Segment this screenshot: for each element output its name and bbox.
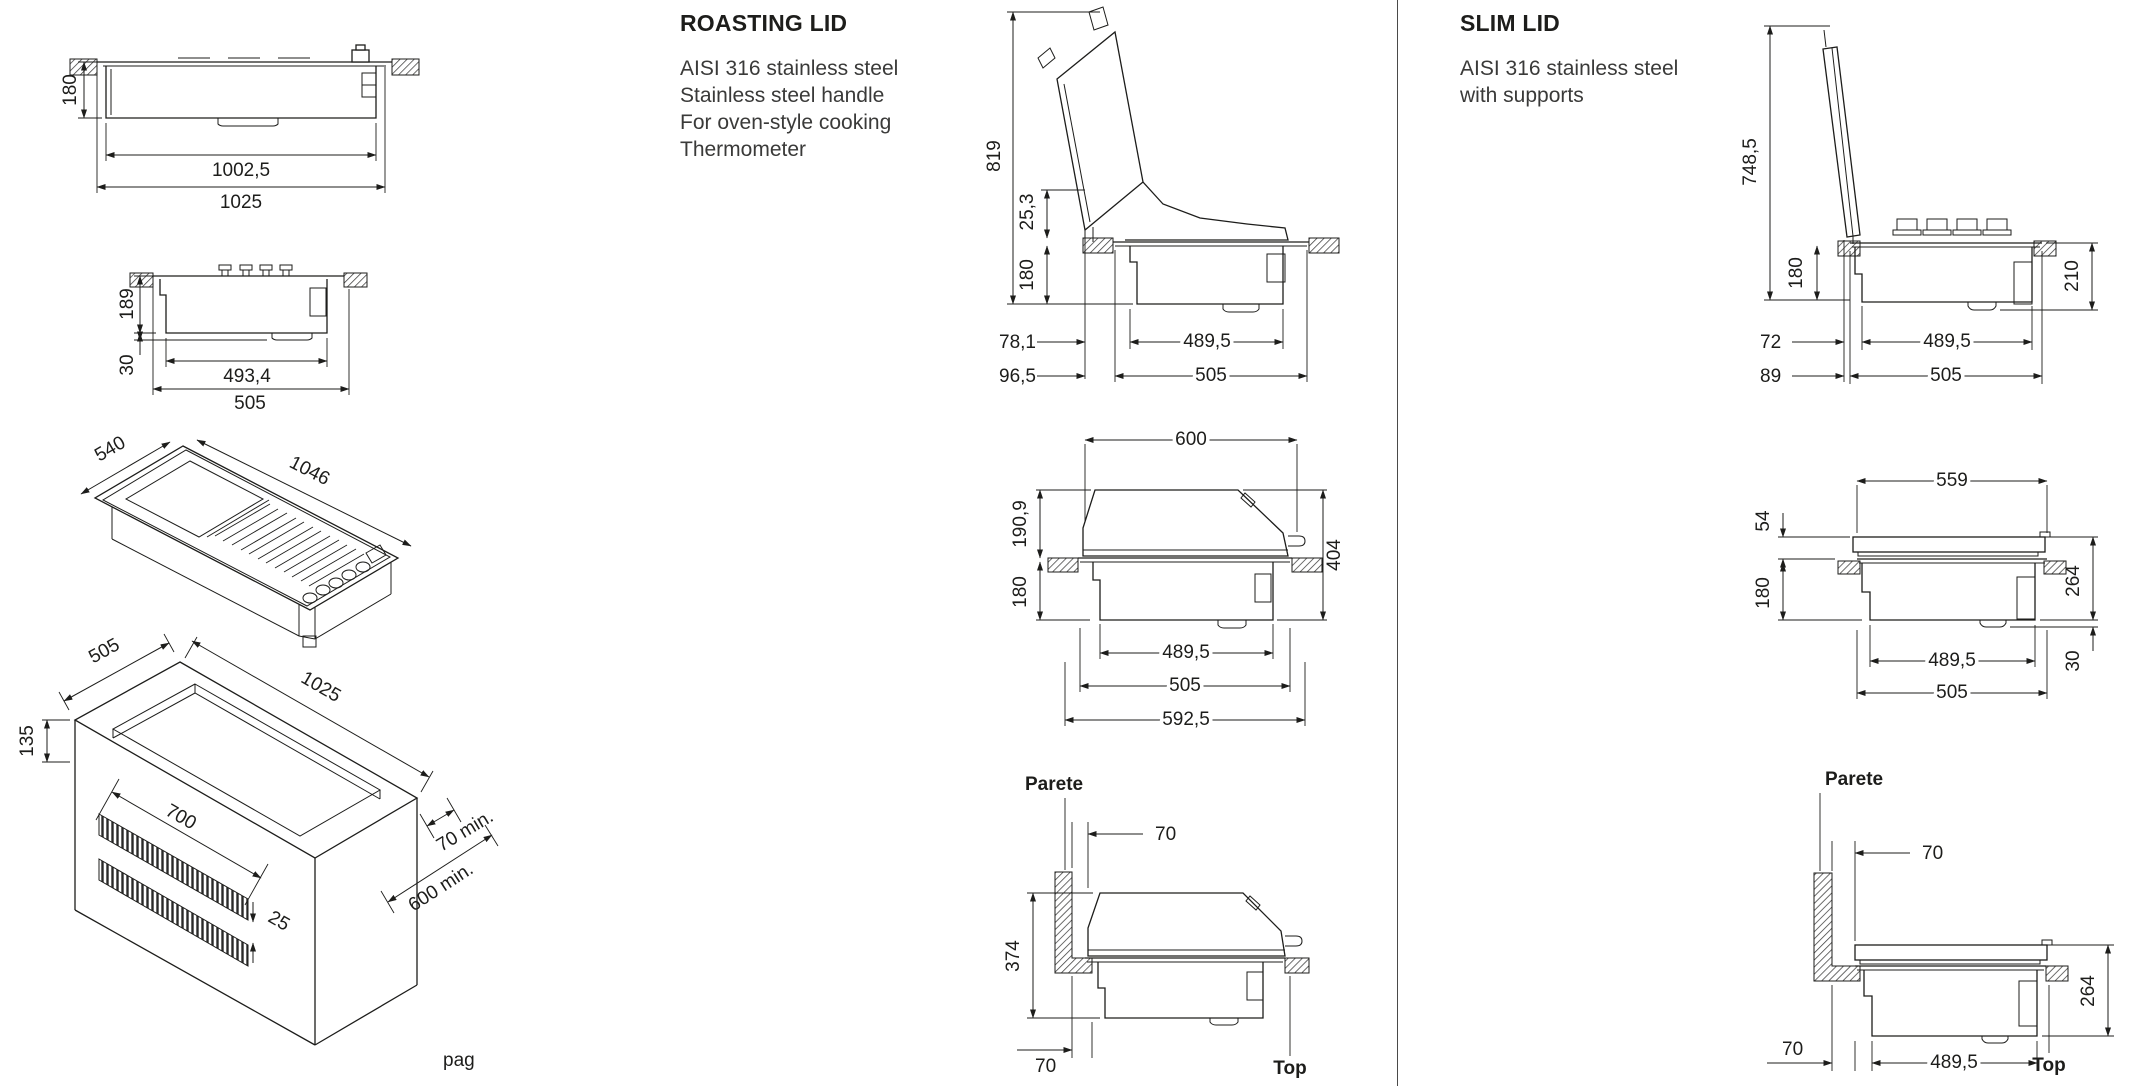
dim-label: 180	[60, 74, 82, 106]
wall-label: Parete	[1825, 769, 1884, 790]
drawing-side-view-long	[58, 33, 430, 213]
dim-label: 489,5	[1183, 331, 1231, 353]
section-title: ROASTING LID	[680, 10, 848, 36]
dim-label: 78,1	[999, 332, 1036, 353]
dim-label: 592,5	[1162, 709, 1210, 731]
dim-label: 180	[1753, 577, 1774, 609]
dim-label: 700	[161, 800, 200, 835]
dim-label: 1025	[297, 667, 345, 707]
dim-label: 70	[1782, 1039, 1804, 1060]
feature-line: For oven-style cooking	[680, 111, 892, 134]
dim-label: 505	[1930, 365, 1962, 387]
dim-label: 180	[1010, 576, 1031, 608]
section-title: SLIM LID	[1460, 10, 1560, 36]
dim-label: 30	[117, 354, 139, 376]
page-ref-label: pag	[443, 1050, 475, 1071]
dim-label: 505	[234, 393, 266, 414]
dim-label: 70 min.	[433, 806, 498, 857]
dim-label: 600 min.	[404, 858, 478, 917]
drawing-cabinet-cutout	[17, 630, 504, 1071]
dim-label: 489,5	[1923, 331, 1971, 353]
dim-label: 374	[1003, 940, 1024, 972]
dim-label: 505	[1936, 682, 1968, 704]
dim-label: 89	[1760, 366, 1782, 387]
dim-label: 489,5	[1930, 1052, 1978, 1074]
dim-label: 600	[1175, 429, 1207, 451]
top-label: Top	[1273, 1058, 1307, 1079]
drawing-roasting-lid-closed	[1005, 428, 1357, 750]
drawing-slim-lid-open	[1740, 12, 2132, 404]
drawing-slim-wall-clearance	[1752, 753, 2140, 1085]
dim-label: 30	[2063, 650, 2084, 672]
dim-label: 489,5	[1162, 642, 1210, 664]
dim-label: 819	[984, 140, 1005, 172]
dim-label: 25	[264, 906, 294, 936]
dim-label: 748,5	[1740, 138, 1761, 186]
dim-label: 190,9	[1010, 500, 1031, 548]
feature-line: with supports	[1460, 84, 1584, 107]
dim-label: 180	[1786, 257, 1807, 289]
roasting-lid-section	[680, 10, 1000, 163]
column-divider	[1397, 0, 1398, 1086]
dim-label: 70	[1922, 843, 1944, 864]
dim-label: 559	[1936, 470, 1968, 492]
dim-label: 210	[2062, 260, 2083, 292]
dim-label: 264	[2078, 975, 2099, 1007]
dim-label: 25,3	[1017, 193, 1038, 231]
dim-label: 180	[1017, 259, 1038, 291]
dim-label: 505	[1169, 675, 1201, 697]
feature-line: AISI 316 stainless steel	[680, 57, 899, 80]
top-label: Top	[2032, 1055, 2066, 1076]
dim-label: 70	[1035, 1056, 1057, 1077]
drawing-slim-lid-closed	[1750, 465, 2134, 747]
drawing-side-view-short	[117, 243, 374, 414]
burner-caps	[219, 265, 292, 276]
dim-label: 1025	[219, 192, 263, 213]
dim-label: 189	[117, 288, 139, 320]
dim-label: 489,5	[1928, 650, 1976, 672]
dim-label: 1002,5	[211, 160, 271, 181]
feature-line: AISI 316 stainless steel	[1460, 57, 1679, 80]
dim-label: 1046	[285, 452, 334, 491]
wall-label: Parete	[1025, 774, 1084, 795]
dim-label: 72	[1760, 332, 1782, 353]
dim-label: 493,4	[223, 366, 271, 387]
dim-label: 404	[1324, 539, 1345, 571]
dim-label: 264	[2063, 565, 2084, 597]
dim-label: 96,5	[999, 366, 1036, 387]
support-bolts	[1893, 219, 2011, 235]
dim-label: 505	[85, 634, 124, 669]
feature-line: Stainless steel handle	[680, 84, 885, 107]
dim-label: 54	[1753, 510, 1774, 532]
dim-label: 505	[1195, 365, 1227, 387]
dim-label: 70	[1155, 824, 1177, 845]
dim-label: 135	[17, 725, 38, 757]
dim-label: 540	[91, 432, 130, 467]
drawing-roasting-wall-clearance	[1005, 760, 1357, 1086]
slim-lid-section	[1460, 10, 1780, 109]
grill-grate-lines	[215, 504, 364, 586]
drawing-roasting-lid-open	[985, 4, 1357, 402]
feature-line: Thermometer	[680, 138, 807, 161]
